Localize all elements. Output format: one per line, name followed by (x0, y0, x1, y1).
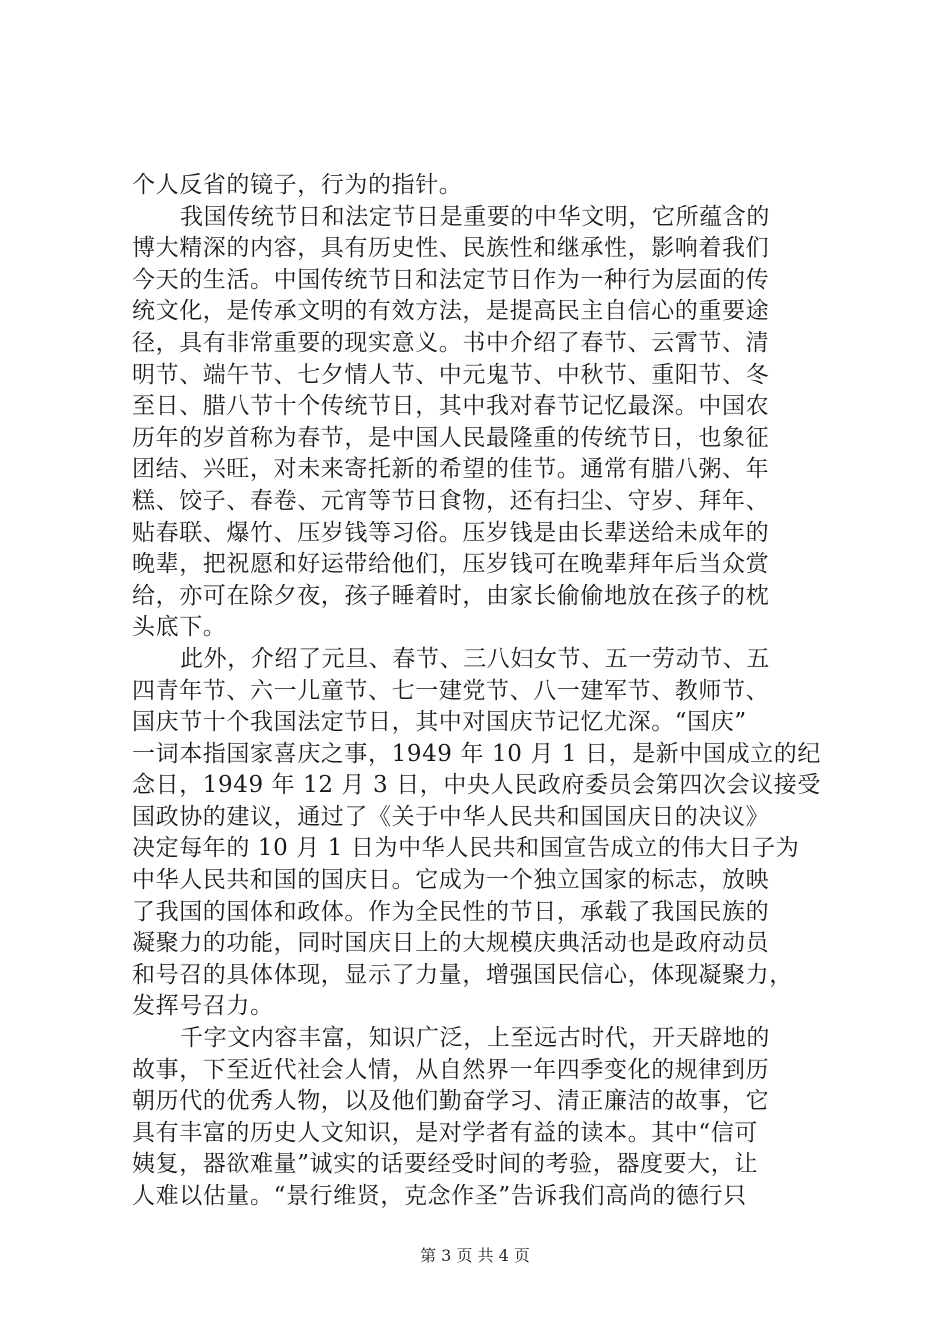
text-line: 至日、腊八节十个传统节日，其中我对春节记忆最深。中国农 (132, 393, 770, 420)
text-line: 和号召的具体体现，显示了力量，增强国民信心，体现凝聚力， (132, 961, 793, 988)
text-line: 一词本指国家喜庆之事，1949 年 10 月 1 日，是新中国成立的纪 (132, 740, 821, 767)
text-line: 团结、兴旺，对未来寄托新的希望的佳节。通常有腊八粥、年 (132, 456, 770, 483)
text-line: 朝历代的优秀人物，以及他们勤奋学习、清正廉洁的故事，它 (132, 1088, 770, 1115)
text-line: 今天的生活。中国传统节日和法定节日作为一种行为层面的传 (132, 266, 770, 293)
text-line: 决定每年的 10 月 1 日为中华人民共和国宣告成立的伟大日子为 (132, 835, 800, 862)
text-line: 中华人民共和国的国庆日。它成为一个独立国家的标志，放映 (132, 867, 770, 894)
paragraph-start-line: 此外，介绍了元旦、春节、三八妇女节、五一劳动节、五 (180, 645, 770, 672)
text-line: 了我国的国体和政体。作为全民性的节日，承载了我国民族的 (132, 898, 770, 925)
text-line: 晚辈，把祝愿和好运带给他们，压岁钱可在晚辈拜年后当众赏 (132, 551, 770, 578)
page-number-footer: 第 3 页 共 4 页 (420, 1246, 530, 1265)
text-line: 国政协的建议，通过了《关于中华人民共和国国庆日的决议》 (132, 803, 770, 830)
text-line: 糕、饺子、春卷、元宵等节日食物，还有扫尘、守岁、拜年、 (132, 487, 770, 514)
text-line: 人难以估量。“景行维贤，克念作圣”告诉我们高尚的德行只 (132, 1183, 747, 1209)
paragraph-start-line: 千字文内容丰富，知识广泛，上至远古时代，开天辟地的 (180, 1025, 770, 1052)
text-line: 历年的岁首称为春节，是中国人民最隆重的传统节日，也象征 (132, 424, 770, 451)
text-line: 四青年节、六一儿童节、七一建党节、八一建军节、教师节、 (132, 677, 770, 704)
text-line: 径，具有非常重要的现实意义。书中介绍了春节、云霄节、清 (132, 329, 770, 356)
text-line: 博大精深的内容，具有历史性、民族性和继承性，影响着我们 (132, 235, 770, 262)
text-line: 姨复，器欲难量”诚实的话要经受时间的考验，器度要大，让 (132, 1151, 758, 1178)
text-line: 个人反省的镜子，行为的指针。 (132, 172, 463, 198)
text-line: 凝聚力的功能，同时国庆日上的大规模庆典活动也是政府动员 (132, 930, 770, 957)
text-line: 贴春联、爆竹、压岁钱等习俗。压岁钱是由长辈送给未成年的 (132, 519, 770, 546)
paragraph-start-line: 我国传统节日和法定节日是重要的中华文明，它所蕴含的 (180, 203, 770, 230)
text-line: 给，亦可在除夕夜，孩子睡着时，由家长偷偷地放在孩子的枕 (132, 582, 770, 609)
text-line: 念日，1949 年 12 月 3 日，中央人民政府委员会第四次会议接受 (132, 772, 821, 799)
text-line: 发挥号召力。 (132, 993, 274, 1020)
text-line: 故事，下至近代社会人情，从自然界一年四季变化的规律到历 (132, 1056, 770, 1083)
text-line: 国庆节十个我国法定节日，其中对国庆节记忆尤深。“国庆” (132, 709, 747, 736)
text-line: 明节、端午节、七夕情人节、中元鬼节、中秋节、重阳节、冬 (132, 361, 770, 388)
text-line: 统文化，是传承文明的有效方法，是提高民主自信心的重要途 (132, 298, 770, 325)
text-line: 具有丰富的历史人文知识，是对学者有益的读本。其中“信可 (132, 1119, 758, 1146)
text-line: 头底下。 (132, 614, 227, 641)
body-text (132, 170, 834, 1213)
